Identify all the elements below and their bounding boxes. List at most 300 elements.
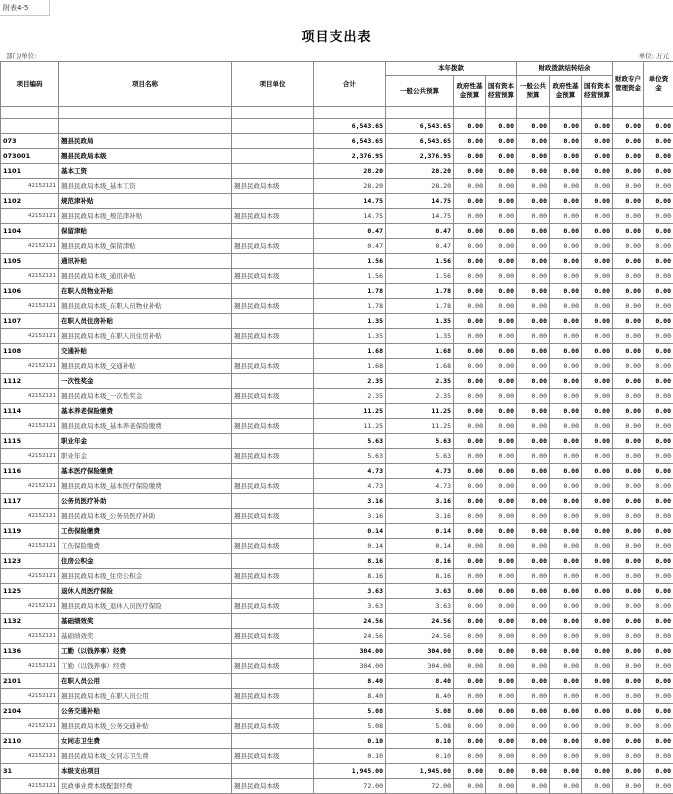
- cell-name: 基本工资: [59, 164, 232, 179]
- cell-amount: 0.00: [454, 224, 486, 239]
- cell-unit: 翘县民政局本级: [232, 719, 314, 734]
- cell-amount: 0.00: [550, 179, 582, 194]
- cell-amount: 6,543.65: [386, 119, 454, 134]
- cell-amount: 6,543.65: [386, 134, 454, 149]
- cell-amount: 0.00: [517, 644, 550, 659]
- cell-amount: 0.00: [454, 269, 486, 284]
- cell-amount: 0.00: [550, 539, 582, 554]
- cell-amount: 8.16: [386, 569, 454, 584]
- cell-unit: 翘县民政局本级: [232, 689, 314, 704]
- cell-amount: 5.63: [314, 449, 386, 464]
- cell-amount: 0.00: [486, 284, 517, 299]
- cell-amount: 0.00: [454, 359, 486, 374]
- header-co-soe: 国有资本经营预算: [582, 76, 613, 107]
- cell-amount: 24.56: [386, 629, 454, 644]
- cell-amount: 4.73: [386, 479, 454, 494]
- cell-amount: 0.00: [644, 374, 673, 389]
- cell-amount: 3.16: [314, 509, 386, 524]
- cell-amount: 0.00: [486, 389, 517, 404]
- cell-code: 42152121: [1, 539, 59, 554]
- cell-amount: 0.00: [517, 569, 550, 584]
- cell-amount: 4.73: [386, 464, 454, 479]
- cell-amount: 0.00: [454, 734, 486, 749]
- cell-code: 42152121: [1, 629, 59, 644]
- cell-amount: 0.00: [517, 269, 550, 284]
- cell-unit: [232, 164, 314, 179]
- cell-amount: 0.14: [386, 539, 454, 554]
- cell-amount: 0.00: [486, 299, 517, 314]
- cell-amount: 0.00: [644, 224, 673, 239]
- table-row: [1, 629, 673, 644]
- cell-amount: 0.10: [314, 749, 386, 764]
- cell-unit: 翘县民政局本级: [232, 329, 314, 344]
- cell-name: 交通补贴: [59, 344, 232, 359]
- cell-amount: 11.25: [314, 419, 386, 434]
- cell-amount: 0.00: [582, 374, 613, 389]
- cell-amount: 14.75: [314, 209, 386, 224]
- cell-amount: 0.00: [486, 749, 517, 764]
- cell-amount: 0.00: [582, 449, 613, 464]
- cell-amount: 1,945.00: [386, 764, 454, 779]
- cell-code: 42152121: [1, 509, 59, 524]
- cell-amount: 0.00: [582, 734, 613, 749]
- cell-amount: 0.00: [486, 194, 517, 209]
- header-code: 项目编码: [1, 62, 59, 107]
- cell-unit: [232, 614, 314, 629]
- cell-amount: 0.00: [454, 614, 486, 629]
- cell-code: 42152121: [1, 719, 59, 734]
- cell-amount: 0.00: [613, 764, 644, 779]
- cell-amount: 0.00: [550, 419, 582, 434]
- cell-amount: 0.00: [486, 629, 517, 644]
- cell-amount: 0.00: [486, 779, 517, 794]
- cell-amount: 0.00: [613, 299, 644, 314]
- table-row: [1, 599, 673, 614]
- cell-code: 1112: [1, 374, 59, 389]
- cell-amount: 0.00: [613, 704, 644, 719]
- cell-name: 翘县民政局本级_在职人员住房补贴: [59, 329, 232, 344]
- cell-amount: 3.16: [386, 509, 454, 524]
- cell-amount: 5.08: [386, 719, 454, 734]
- cell-amount: 24.56: [314, 614, 386, 629]
- cell-name: 基本医疗保险缴费: [59, 464, 232, 479]
- table-row: [1, 314, 673, 329]
- cell-amount: 4.73: [314, 464, 386, 479]
- cell-code: 42152121: [1, 689, 59, 704]
- header-own: 单位资金: [644, 62, 673, 107]
- header-co-gov-fund: 政府性基金预算: [550, 76, 582, 107]
- cell-amount: 0.00: [454, 164, 486, 179]
- cell-amount: 0.00: [517, 299, 550, 314]
- cell-amount: 0.00: [613, 659, 644, 674]
- cell-unit: [232, 344, 314, 359]
- cell-amount: 0.00: [550, 749, 582, 764]
- cell-amount: 0.00: [550, 284, 582, 299]
- cell-amount: 0.00: [454, 149, 486, 164]
- cell-amount: 0.00: [644, 209, 673, 224]
- cell-amount: 0.00: [517, 149, 550, 164]
- cell-amount: 0.00: [613, 134, 644, 149]
- cell-amount: 0.00: [517, 449, 550, 464]
- cell-code: 2104: [1, 704, 59, 719]
- cell-amount: 0.00: [454, 239, 486, 254]
- cell-amount: 0.00: [644, 554, 673, 569]
- cell-amount: 0.00: [613, 674, 644, 689]
- cell-code: 1123: [1, 554, 59, 569]
- cell-amount: 0.00: [550, 359, 582, 374]
- cell-amount: 0.00: [582, 644, 613, 659]
- cell-amount: 0.00: [486, 689, 517, 704]
- cell-amount: 0.00: [613, 479, 644, 494]
- cell-amount: 0.00: [486, 239, 517, 254]
- cell-amount: 0.00: [613, 359, 644, 374]
- cell-name: 翘县民政局本级_女同志卫生费: [59, 749, 232, 764]
- cell-amount: 0.00: [517, 119, 550, 134]
- cell-amount: 0.00: [454, 434, 486, 449]
- cell-name: 翘县民政局本级_交通补贴: [59, 359, 232, 374]
- cell-amount: 5.63: [314, 434, 386, 449]
- cell-amount: 0.00: [550, 464, 582, 479]
- cell-amount: 0.00: [550, 674, 582, 689]
- cell-name: 在职人员住房补贴: [59, 314, 232, 329]
- cell-code: 42152121: [1, 659, 59, 674]
- cell-amount: 0.00: [644, 119, 673, 134]
- cell-amount: 0.00: [550, 659, 582, 674]
- cell-amount: 0.00: [613, 119, 644, 134]
- cell-amount: 0.00: [486, 719, 517, 734]
- cell-amount: 304.00: [386, 644, 454, 659]
- cell-unit: 翘县民政局本级: [232, 659, 314, 674]
- cell-amount: 0.00: [550, 299, 582, 314]
- cell-amount: 0.00: [582, 119, 613, 134]
- cell-amount: 0.00: [613, 344, 644, 359]
- cell-amount: 0.00: [582, 509, 613, 524]
- cell-amount: 0.00: [644, 419, 673, 434]
- cell-amount: 0.00: [613, 464, 644, 479]
- cell-name: 民政事业费本级配套经费: [59, 779, 232, 794]
- cell-unit: 翘县民政局本级: [232, 749, 314, 764]
- cell-amount: 0.00: [486, 344, 517, 359]
- cell-amount: 0.00: [550, 239, 582, 254]
- cell-amount: 0.10: [386, 749, 454, 764]
- cell-amount: 28.20: [314, 179, 386, 194]
- table-row: [1, 449, 673, 464]
- cell-amount: 0.00: [613, 689, 644, 704]
- cell-amount: 0.00: [613, 209, 644, 224]
- cell-amount: 0.00: [550, 134, 582, 149]
- cell-amount: 0.00: [613, 434, 644, 449]
- cell-amount: 0.00: [517, 704, 550, 719]
- cell-amount: 0.00: [582, 674, 613, 689]
- cell-amount: 0.00: [644, 659, 673, 674]
- cell-amount: 0.00: [486, 734, 517, 749]
- table-row: [1, 659, 673, 674]
- cell-amount: 0.00: [454, 254, 486, 269]
- cell-amount: 0.00: [550, 524, 582, 539]
- table-row: [1, 179, 673, 194]
- cell-unit: [232, 734, 314, 749]
- cell-amount: 0.14: [386, 524, 454, 539]
- cell-amount: 0.00: [644, 539, 673, 554]
- table-row: [1, 479, 673, 494]
- cell-amount: 3.63: [386, 599, 454, 614]
- cell-name: 职业年金: [59, 434, 232, 449]
- cell-amount: 0.00: [517, 554, 550, 569]
- cell-name: 保留津贴: [59, 224, 232, 239]
- cell-amount: 0.00: [644, 464, 673, 479]
- table-row: [1, 164, 673, 179]
- cell-amount: 1.35: [386, 314, 454, 329]
- cell-amount: 0.00: [582, 329, 613, 344]
- cell-amount: 0.00: [454, 644, 486, 659]
- cell-amount: 0.00: [582, 554, 613, 569]
- cell-amount: 0.00: [454, 764, 486, 779]
- cell-amount: 0.00: [454, 584, 486, 599]
- cell-amount: 0.00: [517, 629, 550, 644]
- cell-amount: 0.00: [644, 614, 673, 629]
- cell-amount: 0.00: [644, 449, 673, 464]
- cell-amount: 0.00: [644, 764, 673, 779]
- cell-amount: 0.00: [486, 449, 517, 464]
- cell-name: 规范津补贴: [59, 194, 232, 209]
- cell-amount: 0.00: [454, 749, 486, 764]
- cell-amount: 0.00: [644, 509, 673, 524]
- cell-amount: 2.35: [386, 374, 454, 389]
- table-row: [1, 254, 673, 269]
- cell-amount: 0.00: [582, 164, 613, 179]
- cell-amount: 11.25: [386, 419, 454, 434]
- cell-amount: 0.00: [550, 194, 582, 209]
- cell-amount: 0.00: [582, 599, 613, 614]
- cell-amount: 0.00: [582, 389, 613, 404]
- cell-amount: 0.00: [582, 284, 613, 299]
- dept-label: 部门/单位:: [6, 51, 36, 60]
- cell-amount: 3.63: [314, 584, 386, 599]
- cell-amount: 0.00: [582, 704, 613, 719]
- cell-amount: 0.00: [550, 629, 582, 644]
- cell-amount: 0.00: [517, 479, 550, 494]
- cell-amount: 11.25: [386, 404, 454, 419]
- cell-amount: 0.00: [582, 719, 613, 734]
- cell-amount: 0.00: [454, 404, 486, 419]
- cell-amount: 0.00: [486, 539, 517, 554]
- cell-amount: 0.00: [486, 569, 517, 584]
- cell-amount: 0.00: [613, 629, 644, 644]
- cell-unit: 翘县民政局本级: [232, 599, 314, 614]
- table-row: [1, 329, 673, 344]
- cell-amount: 0.00: [582, 254, 613, 269]
- cell-amount: 0.00: [582, 404, 613, 419]
- table-row: [1, 284, 673, 299]
- cell-amount: 0.00: [644, 734, 673, 749]
- cell-amount: 0.00: [644, 344, 673, 359]
- cell-unit: [232, 149, 314, 164]
- cell-amount: 14.75: [386, 194, 454, 209]
- cell-amount: 0.00: [644, 134, 673, 149]
- cell-amount: 0.00: [517, 674, 550, 689]
- cell-amount: 0.00: [550, 689, 582, 704]
- cell-code: 42152121: [1, 239, 59, 254]
- cell-amount: 0.00: [644, 644, 673, 659]
- cell-amount: 0.00: [582, 659, 613, 674]
- cell-amount: 0.00: [613, 524, 644, 539]
- cell-amount: 0.00: [582, 239, 613, 254]
- cell-amount: 1.68: [314, 344, 386, 359]
- cell-code: 42152121: [1, 449, 59, 464]
- cell-amount: 0.00: [517, 509, 550, 524]
- table-body: [1, 119, 673, 794]
- cell-amount: 0.00: [613, 749, 644, 764]
- cell-unit: [232, 374, 314, 389]
- cell-amount: 28.20: [386, 179, 454, 194]
- table-row: [1, 419, 673, 434]
- table-row: [1, 689, 673, 704]
- cell-amount: 0.00: [613, 404, 644, 419]
- header-unit: 项目单位: [232, 62, 314, 107]
- cell-unit: [232, 194, 314, 209]
- table-row: [1, 434, 673, 449]
- cell-name: 基础绩效奖: [59, 629, 232, 644]
- cell-amount: 0.00: [486, 269, 517, 284]
- cell-amount: 0.00: [486, 764, 517, 779]
- cell-code: 42152121: [1, 389, 59, 404]
- cell-amount: 0.00: [550, 119, 582, 134]
- table-row: [1, 269, 673, 284]
- cell-amount: 0.00: [644, 269, 673, 284]
- cell-code: 1125: [1, 584, 59, 599]
- header-total: 合计: [314, 62, 386, 107]
- cell-amount: 0.00: [613, 554, 644, 569]
- cell-amount: 2.35: [386, 389, 454, 404]
- cell-amount: 0.00: [486, 164, 517, 179]
- cell-amount: 8.40: [314, 689, 386, 704]
- cell-unit: [232, 224, 314, 239]
- header-spacer-row: [1, 107, 673, 119]
- cell-amount: 0.00: [454, 374, 486, 389]
- cell-amount: 0.00: [613, 644, 644, 659]
- cell-amount: 0.00: [454, 689, 486, 704]
- cell-amount: 1.68: [386, 359, 454, 374]
- cell-code: 42152121: [1, 299, 59, 314]
- table-row: [1, 299, 673, 314]
- cell-amount: 0.00: [582, 584, 613, 599]
- cell-amount: 0.14: [314, 539, 386, 554]
- cell-name: 工伤保险缴费: [59, 524, 232, 539]
- cell-code: 42152121: [1, 779, 59, 794]
- cell-amount: 0.00: [644, 704, 673, 719]
- cell-code: 1101: [1, 164, 59, 179]
- cell-amount: 8.16: [314, 569, 386, 584]
- cell-code: 42152121: [1, 599, 59, 614]
- cell-amount: 28.20: [386, 164, 454, 179]
- cell-unit: [232, 119, 314, 134]
- cell-amount: 0.00: [454, 329, 486, 344]
- cell-name: 公务员医疗补助: [59, 494, 232, 509]
- cell-amount: 2,376.95: [314, 149, 386, 164]
- cell-amount: 0.00: [550, 569, 582, 584]
- cell-amount: 0.00: [582, 539, 613, 554]
- cell-amount: 0.00: [517, 614, 550, 629]
- cell-amount: 0.00: [644, 284, 673, 299]
- cell-amount: 0.00: [644, 689, 673, 704]
- cell-amount: 0.00: [550, 599, 582, 614]
- cell-amount: 8.16: [314, 554, 386, 569]
- cell-amount: 3.63: [314, 599, 386, 614]
- cell-code: 42152121: [1, 569, 59, 584]
- cell-amount: 8.40: [386, 689, 454, 704]
- cell-amount: 0.00: [613, 734, 644, 749]
- cell-amount: 0.00: [550, 704, 582, 719]
- cell-amount: 0.00: [582, 779, 613, 794]
- cell-amount: 0.00: [644, 599, 673, 614]
- cell-amount: 0.00: [454, 554, 486, 569]
- cell-code: 42152121: [1, 479, 59, 494]
- cell-code: 1116: [1, 464, 59, 479]
- table-row: [1, 464, 673, 479]
- header-name: 项目名称: [59, 62, 232, 107]
- cell-amount: 0.00: [517, 764, 550, 779]
- cell-amount: 28.20: [314, 164, 386, 179]
- cell-amount: 0.00: [550, 764, 582, 779]
- cell-amount: 0.00: [454, 779, 486, 794]
- cell-amount: 0.00: [454, 719, 486, 734]
- cell-amount: 0.00: [454, 194, 486, 209]
- cell-unit: [232, 284, 314, 299]
- cell-amount: 0.00: [517, 194, 550, 209]
- table-row: [1, 134, 673, 149]
- cell-amount: 0.00: [517, 314, 550, 329]
- cell-amount: 0.00: [582, 149, 613, 164]
- cell-code: 42152121: [1, 269, 59, 284]
- cell-amount: 1.68: [386, 344, 454, 359]
- cell-name: 翘县民政局本级_公务员医疗补助: [59, 509, 232, 524]
- cell-amount: 304.00: [386, 659, 454, 674]
- cell-amount: 8.16: [386, 554, 454, 569]
- header-carryover: 财政拨款结转结余: [517, 62, 613, 76]
- cell-amount: 0.00: [613, 449, 644, 464]
- cell-amount: 0.00: [613, 389, 644, 404]
- table-row: [1, 749, 673, 764]
- cell-amount: 0.00: [517, 179, 550, 194]
- cell-amount: 0.00: [613, 239, 644, 254]
- table-row: [1, 239, 673, 254]
- cell-amount: 0.00: [517, 779, 550, 794]
- cell-amount: 0.00: [550, 269, 582, 284]
- cell-code: 42152121: [1, 179, 59, 194]
- cell-amount: 0.00: [582, 299, 613, 314]
- cell-amount: 0.00: [550, 329, 582, 344]
- cell-unit: [232, 134, 314, 149]
- cell-amount: 0.00: [582, 344, 613, 359]
- cell-amount: 1.78: [314, 284, 386, 299]
- cell-name: 翘县民政局本级_住房公积金: [59, 569, 232, 584]
- cell-amount: 2.35: [314, 374, 386, 389]
- cell-amount: 0.00: [550, 314, 582, 329]
- cell-unit: [232, 584, 314, 599]
- cell-amount: 0.47: [314, 224, 386, 239]
- cell-name: 基本养老保险缴费: [59, 404, 232, 419]
- cell-code: 42152121: [1, 419, 59, 434]
- cell-amount: 0.00: [550, 209, 582, 224]
- table-row: [1, 734, 673, 749]
- cell-amount: 0.00: [644, 569, 673, 584]
- cell-amount: 1.78: [314, 299, 386, 314]
- cell-amount: 0.00: [644, 674, 673, 689]
- cell-amount: 0.00: [517, 524, 550, 539]
- cell-code: 1107: [1, 314, 59, 329]
- header-soe-budget: 国有资本经营预算: [486, 76, 517, 107]
- table-row: [1, 584, 673, 599]
